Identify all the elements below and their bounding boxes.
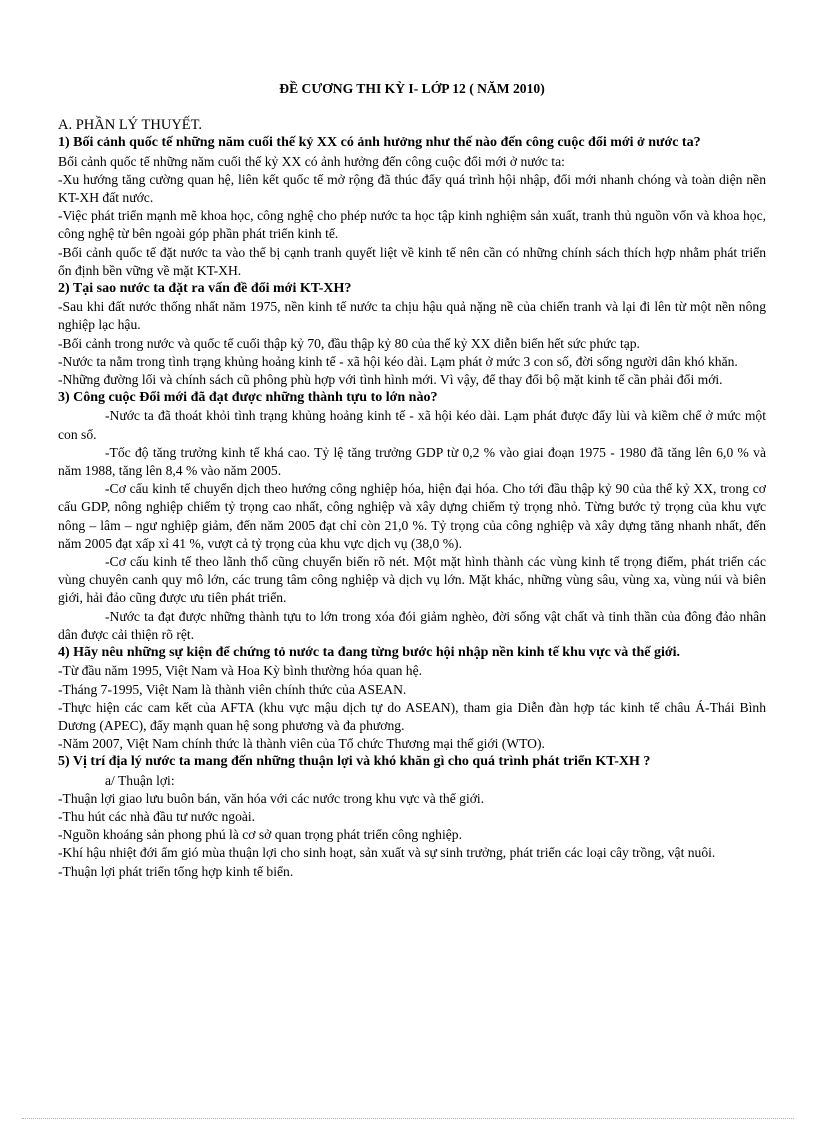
paragraph: -Thu hút các nhà đầu tư nước ngoài. bbox=[58, 808, 256, 824]
document-page bbox=[58, 80, 766, 881]
question-2-title: 2) Tại sao nước ta đặt ra vấn đề đổi mới KT-XH? bbox=[58, 281, 352, 297]
paragraph: -Nguồn khoáng sản phong phú là cơ sở quan trọng phát triển công nghiệp. bbox=[58, 827, 462, 843]
question-1-title: 1) Bối cảnh quốc tế những năm cuối thế kỷ XX có ảnh hưởng như thế nào đến công cuộc đổi mới ở nước ta? bbox=[58, 135, 701, 151]
paragraph: Bối cảnh quốc tế những năm cuối thế kỷ XX có ảnh hưởng đến công cuộc đổi mới ở nước ta: bbox=[58, 153, 565, 169]
paragraph: -Thực hiện các cam kết của AFTA (khu vực mậu dịch tự do ASEAN), tham gia Diễn đàn hợp tác kinh tế châu Á-Thái Bình Dương (APEC), đẩy mạnh quan hệ song phương và đa phương. bbox=[58, 699, 766, 733]
paragraph: -Tháng 7-1995, Việt Nam là thành viên chính thức của ASEAN. bbox=[58, 681, 407, 697]
paragraph: -Từ đầu năm 1995, Việt Nam và Hoa Kỳ bình thường hóa quan hệ. bbox=[58, 663, 423, 679]
paragraph: -Xu hướng tăng cường quan hệ, liên kết quốc tế mở rộng đã thúc đẩy quá trình hội nhập, đổi mới nhanh chóng và toàn diện nền KT-XH đất nước. bbox=[58, 171, 766, 206]
paragraph: -Bối cảnh trong nước và quốc tế cuối thập kỷ 70, đầu thập kỷ 80 của thế kỷ XX diễn biến hết sức phức tạp. bbox=[58, 335, 640, 351]
page-bottom-divider bbox=[22, 1118, 794, 1119]
paragraph: -Khí hậu nhiệt đới ẩm gió mùa thuận lợi cho sinh hoạt, sản xuất và sự sinh trưởng, phát triển các loại cây trồng, vật nuôi. bbox=[58, 845, 716, 861]
paragraph: -Tốc độ tăng trưởng kinh tế khá cao. Tỷ lệ tăng trưởng GDP từ 0,2 % vào giai đoạn 1975 - 1980 đã tăng lên 6,0 % và năm 1988, tăng lên 8,4 % vào năm 2005. bbox=[58, 444, 766, 479]
paragraph: -Thuận lợi phát triển tổng hợp kinh tế biển. bbox=[58, 863, 294, 879]
question-5-title: 5) Vị trí địa lý nước ta mang đến những thuận lợi và khó khăn gì cho quá trình phát triển KT-XH ? bbox=[58, 754, 651, 770]
paragraph: -Bối cảnh quốc tế đặt nước ta vào thế bị cạnh tranh quyết liệt về kinh tế nên cần có những chính sách thích hợp nhằm phát triển ổn định bền vững về mặt KT-XH. bbox=[58, 244, 766, 278]
paragraph: -Việc phát triển mạnh mẽ khoa học, công nghệ cho phép nước ta học tập kinh nghiệm sản xuất, tranh thủ nguồn vốn và khoa học, công nghệ từ bên ngoài góp phần phát triển kinh tế. bbox=[58, 208, 766, 242]
paragraph: -Cơ cấu kinh tế theo lãnh thổ cũng chuyển biến rõ nét. Một mặt hình thành các vùng kinh tế trọng điểm, phát triển các vùng chuyên canh quy mô lớn, các trung tâm công nghiệp và dịch vụ lớn. Mặt khác, những vùng sâu, vùng xa, vùng núi và biên giới, hải đảo cũng được ưu tiên phát triển. bbox=[58, 554, 766, 606]
paragraph: -Sau khi đất nước thống nhất năm 1975, nền kinh tế nước ta chịu hậu quả nặng nề của chiến tranh và lại đi lên từ một nền nông nghiệp lạc hậu. bbox=[58, 299, 766, 333]
subheading: a/ Thuận lợi: bbox=[105, 772, 175, 788]
paragraph: -Thuận lợi giao lưu buôn bán, văn hóa với các nước trong khu vực và thế giới. bbox=[58, 790, 485, 806]
paragraph: -Năm 2007, Việt Nam chính thức là thành viên của Tổ chức Thương mại thế giới (WTO). bbox=[58, 736, 545, 752]
paragraph: -Những đường lối và chính sách cũ phông phù hợp với tình hình mới. Vì vậy, để thay đổi bộ mặt kinh tế cần phải đổi mới. bbox=[58, 372, 723, 388]
paragraph: -Nước ta nằm trong tình trạng khủng hoảng kinh tế - xã hội kéo dài. Lạm phát ở mức 3 con số, đời sống người dân khó khăn. bbox=[58, 353, 738, 369]
paragraph: -Nước ta đạt được những thành tựu to lớn trong xóa đói giảm nghèo, đời sống vật chất và tinh thần của đông đảo nhân dân được cải thiện rõ rệt. bbox=[58, 608, 766, 642]
paragraph: -Cơ cấu kinh tế chuyển dịch theo hướng công nghiệp hóa, hiện đại hóa. Cho tới đầu thập kỷ 90 của thế kỷ XX, trong cơ cấu GDP, nông nghiệp chiếm tỷ trọng cao nhất, công nghiệp và xây dựng chiếm tỷ trọng nhỏ. Từng bước tỷ trọng của khu vực nông – lâm – ngư nghiệp giảm, đến năm 2005 đạt chỉ còn 21,0 %. Tỷ trọng của công nghiệp và xây dựng tăng nhanh nhất, đến năm 2005 đạt xấp xỉ 41 %, vượt cả tỷ trọng của khu vực dịch vụ (38,0 %). bbox=[58, 481, 766, 551]
paragraph: -Nước ta đã thoát khỏi tình trạng khủng hoảng kinh tế - xã hội kéo dài. Lạm phát được đẩy lùi và kiềm chế ở mức một con số. bbox=[58, 408, 766, 442]
document-title: ĐỀ CƯƠNG THI KỲ I- LỚP 12 ( NĂM 2010) bbox=[279, 81, 545, 96]
section-a-heading: A. PHẦN LÝ THUYẾT. bbox=[58, 117, 203, 134]
question-3-title: 3) Công cuộc Đổi mới đã đạt được những thành tựu to lớn nào? bbox=[58, 390, 438, 406]
question-4-title: 4) Hãy nêu những sự kiện để chứng tỏ nước ta đang từng bước hội nhập nền kinh tế khu vực và thế giới. bbox=[58, 645, 680, 661]
